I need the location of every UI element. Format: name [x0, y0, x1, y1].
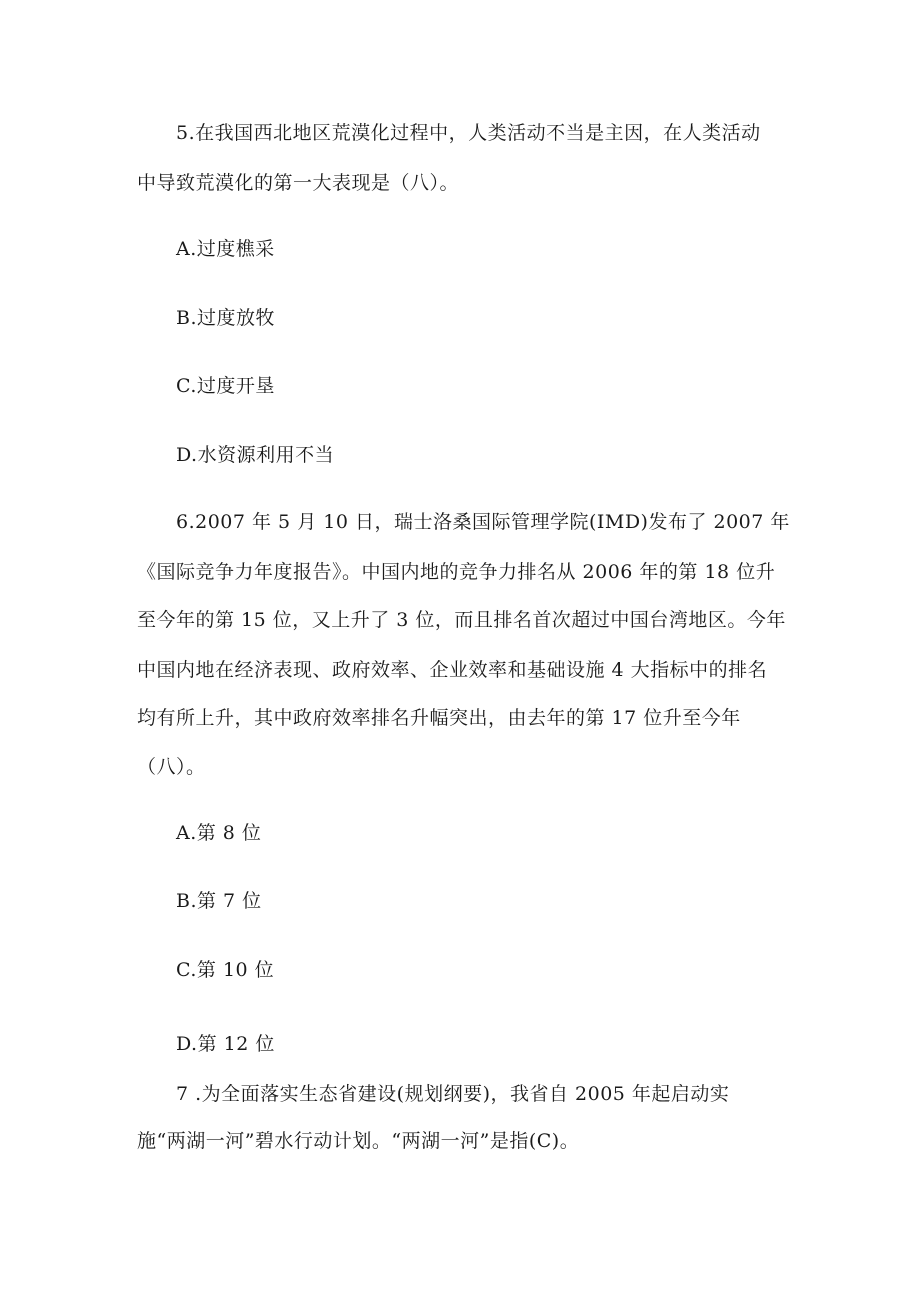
question-7-stem-line-1: 7 .为全面落实生态省建设(规划纲要)，我省自 2005 年起启动实 [176, 1083, 730, 1105]
question-5-option-a: A.过度樵采 [176, 238, 275, 260]
question-5-option-d: D.水资源利用不当 [176, 444, 335, 466]
question-6-stem-line-6: （八）。 [137, 756, 206, 778]
question-6-option-d: D.第 12 位 [176, 1033, 275, 1055]
question-6-stem-line-3: 至今年的第 15 位，又上升了 3 位，而且排名首次超过中国台湾地区。今年 [137, 609, 786, 631]
question-6-option-b: B.第 7 位 [176, 890, 262, 912]
question-7-stem-line-2: 施“两湖一河”碧水行动计划。“两湖一河”是指(C)。 [137, 1130, 580, 1152]
question-6-stem-line-2: 《国际竞争力年度报告》。中国内地的竞争力排名从 2006 年的第 18 位升 [137, 561, 776, 583]
question-6-stem-line-1: 6.2007 年 5 月 10 日，瑞士洛桑国际管理学院(IMD)发布了 2007 年 [176, 511, 790, 533]
question-6-stem-line-5: 均有所上升，其中政府效率排名升幅突出，由去年的第 17 位升至今年 [137, 707, 741, 729]
question-5-stem-line-1: 5.在我国西北地区荒漠化过程中，人类活动不当是主因，在人类活动 [176, 122, 761, 144]
question-6-option-c: C.第 10 位 [176, 959, 275, 981]
question-5-option-c: C.过度开垦 [176, 375, 275, 397]
question-6-option-a: A.第 8 位 [176, 822, 262, 844]
question-6-stem-line-4: 中国内地在经济表现、政府效率、企业效率和基础设施 4 大指标中的排名 [137, 659, 768, 681]
question-5-stem-line-2: 中导致荒漠化的第一大表现是（八）。 [137, 172, 460, 194]
question-5-option-b: B.过度放牧 [176, 307, 276, 329]
